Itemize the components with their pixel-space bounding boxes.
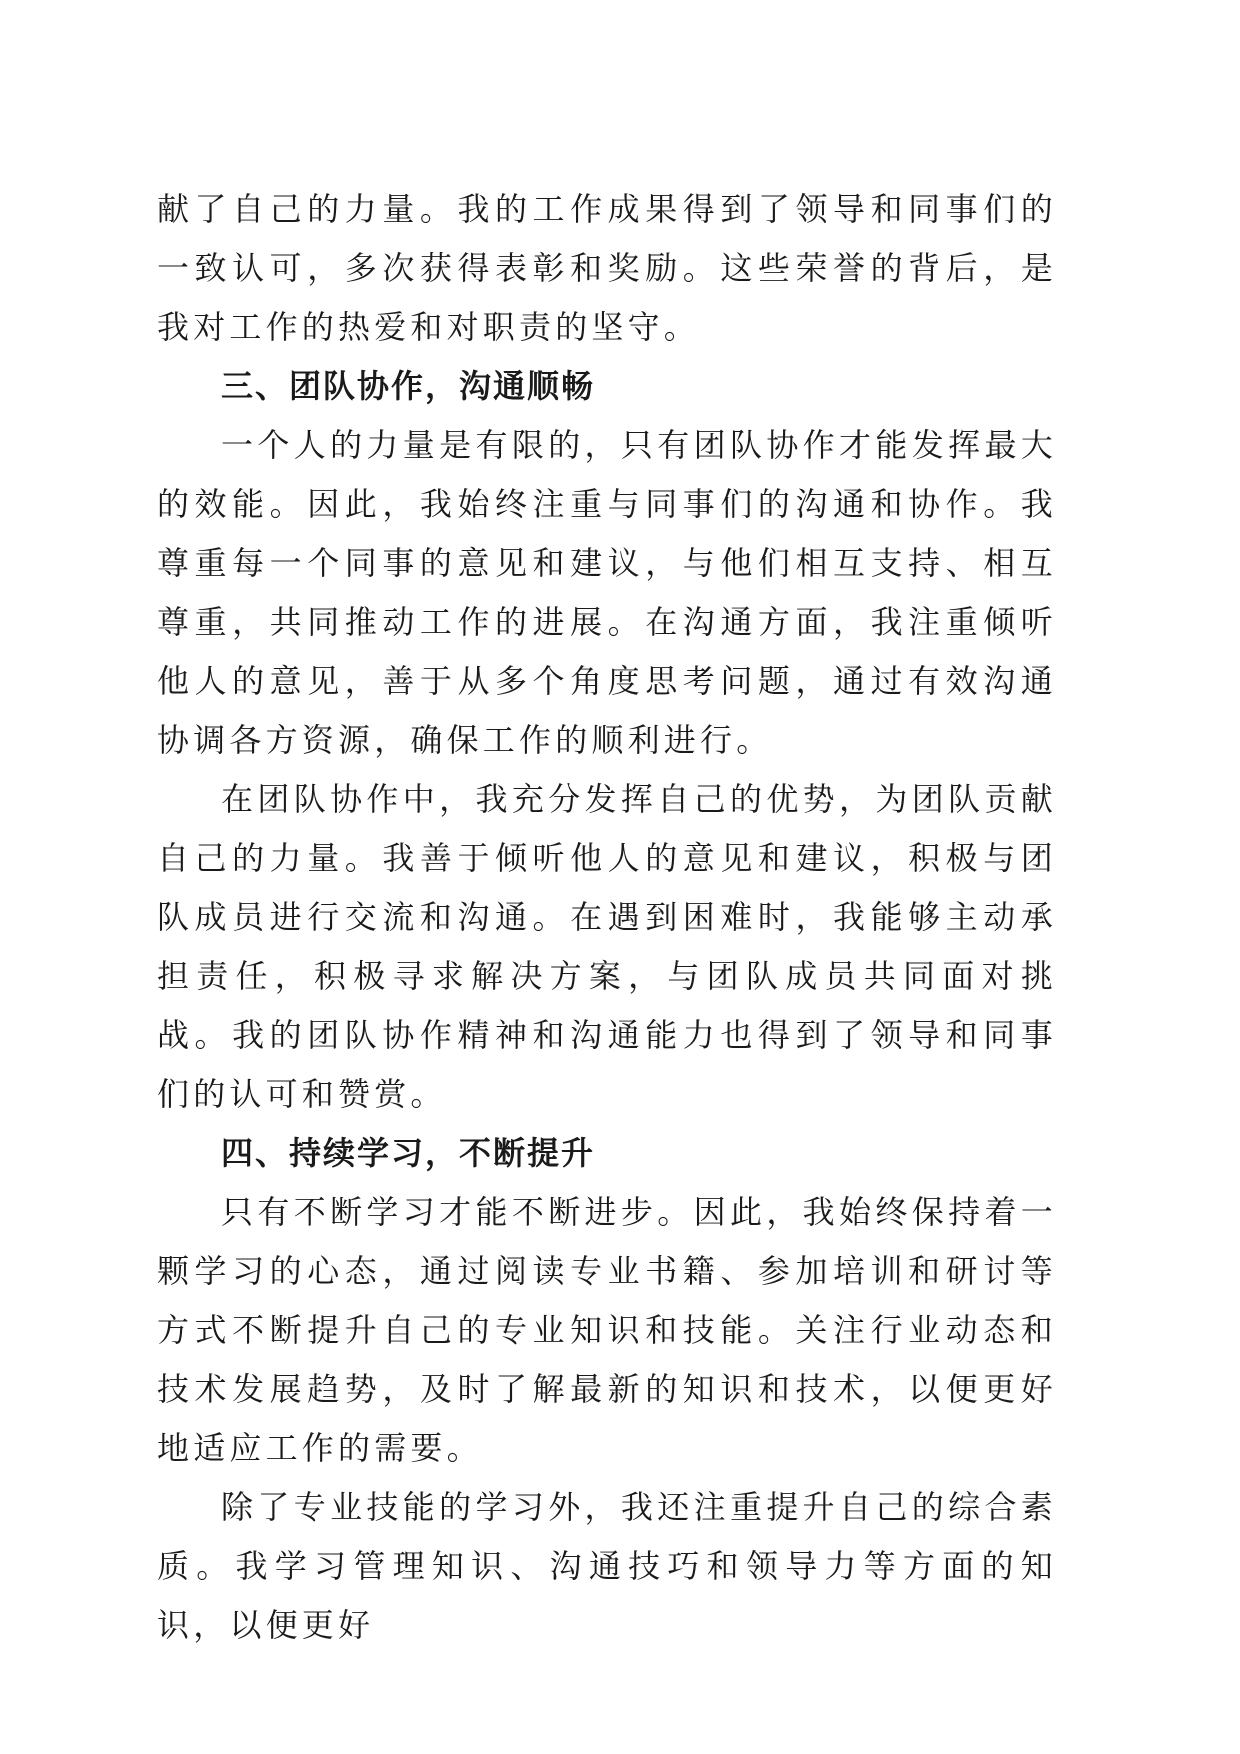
paragraph-continued: 献了自己的力量。我的工作成果得到了领导和同事们的一致认可，多次获得表彰和奖励。这些荣誉的背后，是我对工作的热爱和对职责的坚守。 [157, 190, 1057, 346]
paragraph-3-2: 在团队协作中，我充分发挥自己的优势，为团队贡献自己的力量。我善于倾听他人的意见和建议，积极与团队成员进行交流和沟通。在遇到困难时，我能够主动承担责任，积极寻求解决方案，与团队成员共同面对挑战。我的团队协作精神和沟通能力也得到了领导和同事们的认可和赞赏。 [157, 780, 1057, 1113]
paragraph-4-1: 只有不断学习才能不断进步。因此，我始终保持着一颗学习的心态，通过阅读专业书籍、参加培训和研讨等方式不断提升自己的专业知识和技能。关注行业动态和技术发展趋势，及时了解最新的知识和技术，以便更好地适应工作的需要。 [157, 1193, 1057, 1467]
section-heading-3: 三、团队协作，沟通顺畅 [221, 367, 596, 405]
paragraph-3-1: 一个人的力量是有限的，只有团队协作才能发挥最大的效能。因此，我始终注重与同事们的沟通和协作。我尊重每一个同事的意见和建议，与他们相互支持、相互尊重，共同推动工作的进展。在沟通方面，我注重倾听他人的意见，善于从多个角度思考问题，通过有效沟通协调各方资源，确保工作的顺利进行。 [157, 426, 1057, 759]
document-body [157, 180, 1057, 1655]
section-heading-4: 四、持续学习，不断提升 [221, 1134, 596, 1172]
paragraph-4-2: 除了专业技能的学习外，我还注重提升自己的综合素质。我学习管理知识、沟通技巧和领导力等方面的知识，以便更好 [157, 1488, 1057, 1644]
